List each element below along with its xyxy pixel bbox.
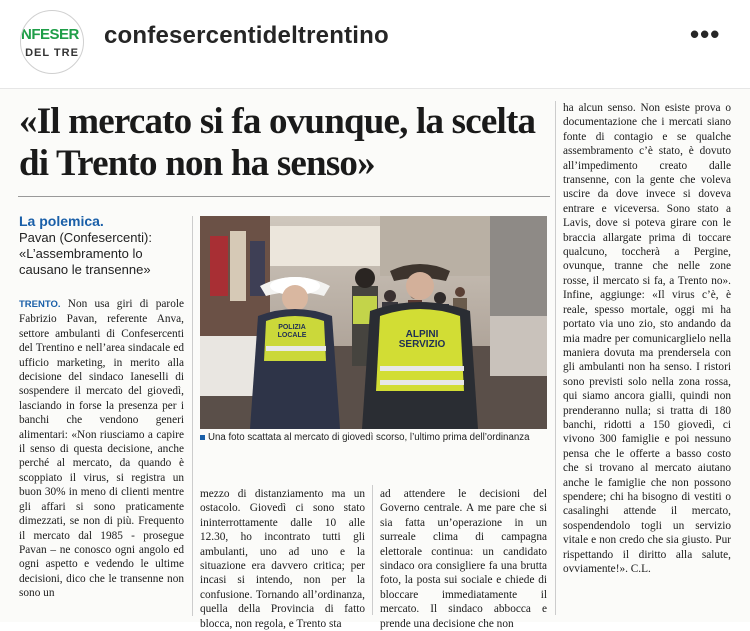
column-divider-3 — [555, 101, 556, 615]
profile-avatar[interactable] — [20, 10, 84, 74]
photo-caption — [200, 432, 550, 443]
article-subhead: Pavan (Confesercenti): «L’assembramento lo causano le transenne» — [19, 230, 152, 277]
vest-label-alpini: ALPINI SERVIZIO — [398, 329, 446, 350]
vest-label-police: POLIZIA LOCALE — [277, 324, 307, 339]
column-divider-1 — [192, 216, 193, 616]
article-column-3: ad attendere le decisioni del Governo centrale. A me pare che si sia fatta un’operazione in un surreale clima di campagna elettorale continua: un candidato sindaco ora consigliere fa una brutta foto, la posta sui sociale e chiede di bloccare immediatamente il mercato. Il sindaco abbocca e prende una decisione che non — [380, 488, 547, 630]
market-photo-image — [200, 216, 547, 429]
headline-divider — [18, 196, 550, 197]
more-options-icon[interactable]: ••• — [690, 19, 721, 49]
market-photo — [200, 216, 547, 429]
caption-bullet-icon — [200, 435, 205, 440]
avatar-logo-subtext: DEL TRE — [25, 47, 79, 59]
article-column-1 — [19, 297, 184, 601]
column-divider-2 — [372, 485, 373, 615]
article-column-2: mezzo di distanziamento ma un ostacolo. Giovedì ci sono stato ininterrottamente dalle 10 alle 12.30, ho incontrato tutti gli ambulanti, uno ad uno e la situazione era davvero critica; per incasi si intendo, non per la confusione. Tornando all’ordinanza, quella della Provincia di fatto blocca, non regola, e Trento sta — [200, 488, 365, 630]
article-column-4: ha alcun senso. Non esiste prova o documentazione che i mercati siano fonte di contagio e se qualche assembramento c’è stato, è dovuto all’impedimento creato dalle transenne, con la gente che voleva uscire da dove invece si doveva entrare e viceversa. Sono stato a Lavis, dove si poteva girare con le braccia allargate prima di toccare qualcuno, toccherà a Pergine, ovunque, tranne che nelle zone rosse, il mercato si fa, a Trento no». Infine, aggiunge: «Il virus c’è, è reale, spesso mortale, oggi mi ha portato via uno zio, sto andando da mia madre per comunicarglielo nella maniera dovuta ma prendersela con gli ambulanti non ha senso. I ristori sono previsti solo nella zona rossa, qui siamo ancora gialli, quindi non prenderanno nulla; si tratta di 180 banchi, ridotti a 150 giovedì, ci vivono 300 famiglie e poi nessuno pensa che le offerte a basso costo che si trovano al mercato aiutano anche le famiglie che non possono spendere; chi ha bisogno di vestiti o casalinghi attende il mercato, sospendendolo togli un servizio vitale e non credo che sia giusto. Pur rispettando il diritto alla salute, ovviamente!». C.L. — [563, 102, 731, 575]
avatar-logo-text: NFESER — [21, 26, 79, 43]
post-header — [0, 0, 750, 89]
column-1-text: Non usa giri di parole Fabrizio Pavan, referente Anva, settore ambulanti di Confesercenti del Trentino e nell’area sindacale ed ufficio marketing, in merito alla decisione del sindaco Ianeselli di sospendere il mercato del giovedì, lasciando in forse la presenza per i banchi che vendono generi alimentari: «Non riusciamo a capire il senso di questa decisione, anche perché al mercato, da quando è scoppiato il virus, si registra un buon 30% in meno di clienti mentre gli affari si sono praticamente dimezzati, se non di più. Frequento il mercato dal 1985 - prosegue Pavan – ne conosco ogni angolo ed ogni aspetto e vedendo le ultime decisioni, dico che le transenne non sono un — [19, 298, 184, 600]
caption-text: Una foto scattata al mercato di giovedì scorso, l’ultimo prima dell’ordinanza — [208, 432, 530, 443]
newspaper-clipping — [0, 89, 750, 630]
article-kicker: La polemica. — [19, 213, 104, 229]
article-headline: «Il mercato si fa ovunque, la scelta di Trento non ha senso» — [19, 101, 536, 184]
account-username[interactable]: confesercentideltrentino — [104, 22, 389, 49]
dateline: TRENTO. — [19, 299, 61, 310]
